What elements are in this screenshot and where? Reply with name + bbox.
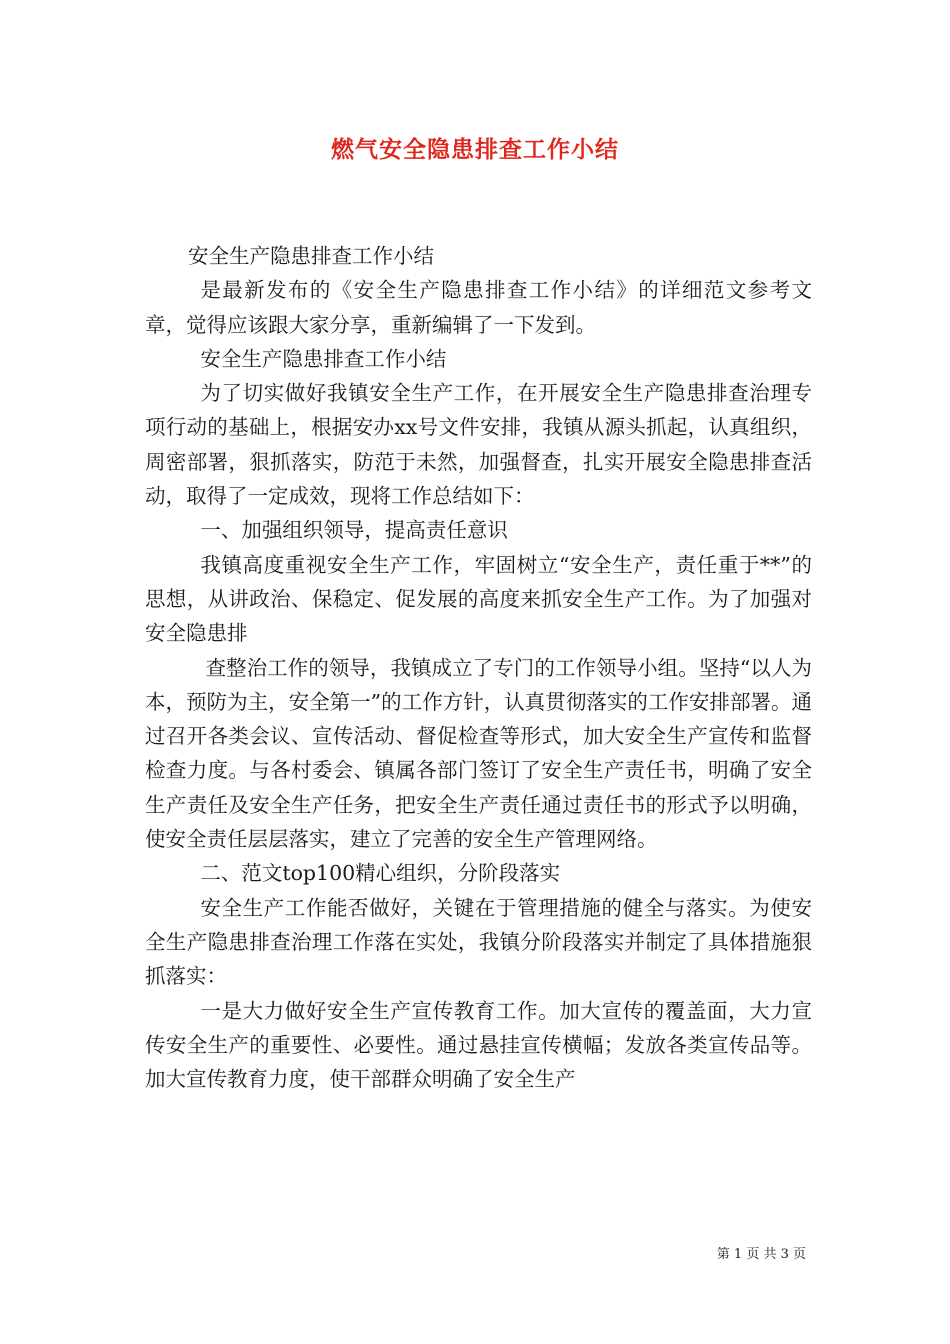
document-title: 燃气安全隐患排查工作小结 [331,136,619,163]
document-body [145,239,812,1096]
paragraph-section-1: 我镇高度重视安全生产工作，牢固树立“安全生产，责任重于**”的思想，从讲政治、保稳定、促发展的高度来抓安全生产工作。为了加强对安全隐患排 [145,552,812,646]
paragraph-intro: 是最新发布的《安全生产隐患排查工作小结》的详细范文参考文章，觉得应该跟大家分享，重新编辑了一下发到。 [145,278,812,337]
section-heading-2: 二、范文top100精心组织，分阶段落实 [200,861,561,886]
paragraph-heading-2: 安全生产隐患排查工作小结 [200,346,447,371]
page-indicator: 第 1 页 共 3 页 [716,1247,806,1262]
paragraph-background: 为了切实做好我镇安全生产工作，在开展安全生产隐患排查治理专项行动的基础上，根据安办xx号文件安排，我镇从源头抓起，认真组织，周密部署，狠抓落实，防范于未然，加强督查，扎实开展安全隐患排查活动，取得了一定成效，现将工作总结如下： [145,381,812,509]
paragraph-section-1-continued: 查整治工作的领导，我镇成立了专门的工作领导小组。坚持“以人为本，预防为主，安全第一”的工作方针，认真贯彻落实的工作安排部署。通过召开各类会议、宣传活动、督促检查等形式，加大安全生产宣传和监督检查力度。与各村委会、镇属各部门签订了安全生产责任书，明确了安全生产责任及安全生产任务，把安全生产责任通过责任书的形式予以明确，使安全责任层层落实，建立了完善的安全生产管理网络。 [145,655,812,852]
paragraph-measure-1: 一是大力做好安全生产宣传教育工作。加大宣传的覆盖面，大力宣传安全生产的重要性、必要性。通过悬挂宣传横幅；发放各类宣传品等。加大宣传教育力度，使干部群众明确了安全生产 [145,998,812,1092]
section-heading-1: 一、加强组织领导，提高责任意识 [200,518,508,543]
paragraph-section-2: 安全生产工作能否做好，关键在于管理措施的健全与落实。为使安全生产隐患排查治理工作落在实处，我镇分阶段落实并制定了具体措施狠抓落实： [145,895,812,989]
paragraph-heading-1: 安全生产隐患排查工作小结 [188,244,435,268]
